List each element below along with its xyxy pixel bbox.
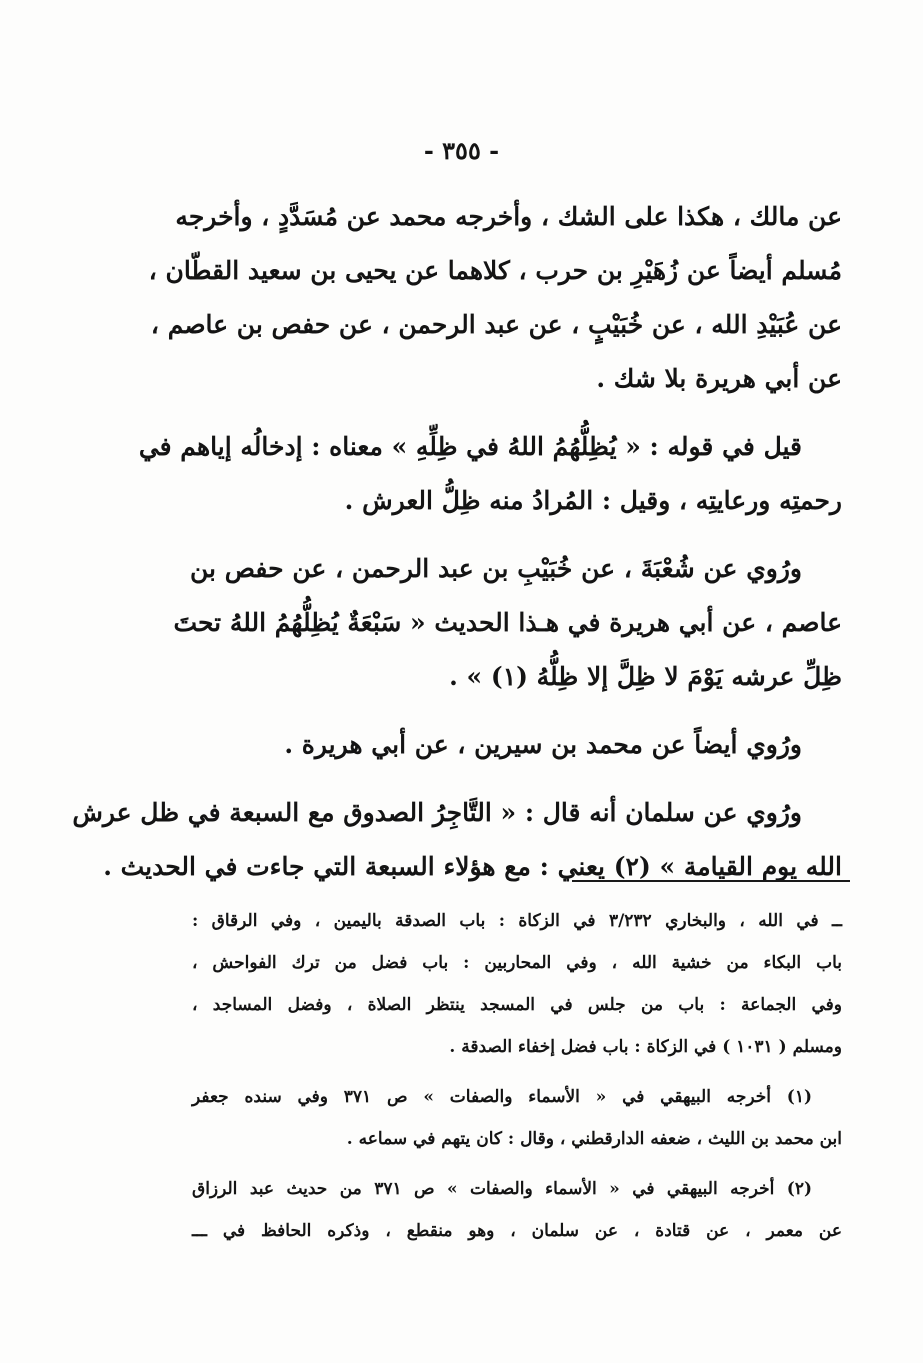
footnote-line: ومسلم ( ١٠٣١ ) في الزكاة : باب فضل إخفاء الصدقة .: [449, 1037, 842, 1057]
paragraph-2: [138, 420, 842, 528]
text-line: عن مالك ، هكذا على الشك ، وأخرجه محمد عن مُسَدَّدٍ ، وأخرجه: [175, 202, 842, 231]
footnote-line: (٢) أخرجه البيهقي في « الأسماء والصفات » ص ٣٧١ من حديث عبد الرزاق: [192, 1179, 812, 1199]
text-line: عن أبي هريرة بلا شك .: [596, 364, 842, 393]
text-line: قيل في قوله : « يُظِلُّهُمُ اللهُ في ظِلِّهِ » معناه : إدخالُه إياهم في: [138, 432, 802, 461]
paragraph-3: [173, 542, 842, 704]
footnote-continuation: [192, 900, 842, 1068]
text-line: عن عُبَيْدِ الله ، عن خُبَيْبٍ ، عن عبد الرحمن ، عن حفص بن عاصم ،: [150, 310, 842, 339]
paragraph-1: [148, 190, 842, 406]
paragraph-4: [190, 718, 842, 772]
text-line: الله يوم القيامة » (٢) يعني : مع هؤلاء السبعة التي جاءت في الحديث .: [103, 852, 842, 881]
footnote-line: عن معمر ، عن قتادة ، عن سلمان ، وهو منقطع ، وذكره الحافظ في ـــ: [192, 1221, 842, 1241]
text-line: عاصم ، عن أبي هريرة في هـذا الحديث « سَبْعَةٌ يُظِلُّهُمُ اللهُ تحتَ: [173, 608, 842, 637]
text-line: ورُوي عن سلمان أنه قال : « التَّاجِرُ الصدوق مع السبعة في ظل عرش: [72, 798, 802, 827]
text-line: ورُوي عن شُعْبَةَ ، عن خُبَيْبِ بن عبد الرحمن ، عن حفص بن: [190, 554, 802, 583]
text-line: ظِلِّ عرشه يَوْمَ لا ظِلَّ إلا ظِلُّهُ (١) » .: [449, 662, 842, 691]
text-line: مُسلم أيضاً عن زُهَيْرِ بن حرب ، كلاهما عن يحيى بن سعيد القطّان ،: [148, 256, 842, 285]
main-text: [72, 190, 842, 894]
footnote-separator: [572, 880, 850, 882]
footnote-2: [192, 1168, 842, 1252]
text-line: رحمتِه ورعايتِه ، وقيل : المُرادُ منه ظِلُّ العرش .: [344, 486, 842, 515]
footnote-1: [192, 1076, 842, 1160]
footnote-line: (١) أخرجه البيهقي في « الأسماء والصفات » ص ٣٧١ وفي سنده جعفر: [192, 1087, 813, 1107]
page-number: - ٣٥٥ -: [423, 136, 500, 165]
footnotes: [192, 900, 842, 1252]
footnote-line: ابن محمد بن الليث ، ضعفه الدارقطني ، وقال : كان يتهم في سماعه .: [346, 1129, 842, 1149]
paragraph-5: [72, 786, 842, 894]
text-line: ورُوي أيضاً عن محمد بن سيرين ، عن أبي هريرة .: [284, 730, 802, 759]
footnote-line: باب البكاء من خشية الله ، وفي المحاربين : باب فضل من ترك الفواحش ،: [192, 953, 842, 973]
footnote-line: ــ في الله ، والبخاري ٣/٢٣٢ في الزكاة : باب الصدقة باليمين ، وفي الرقاق :: [192, 911, 842, 931]
footnote-line: وفي الجماعة : باب من جلس في المسجد ينتظر الصلاة ، وفضل المساجد ،: [192, 995, 842, 1015]
